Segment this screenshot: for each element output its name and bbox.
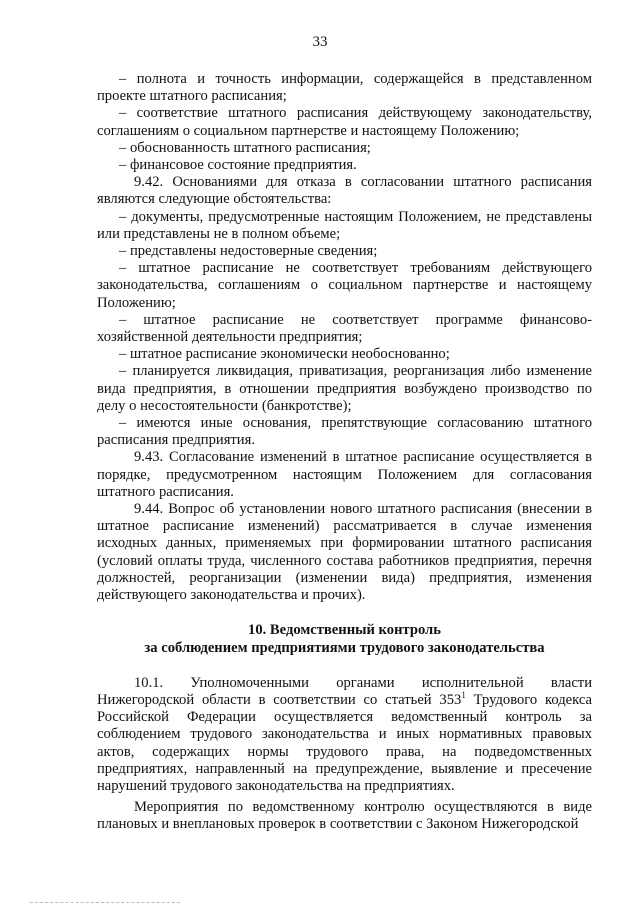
clause-9-42: 9.42. Основаниями для отказа в согласовании штатного расписания являются следующие обстоятельства: xyxy=(97,174,592,208)
section-subheading: за соблюдением предприятиями трудового законодательства xyxy=(144,639,545,656)
section-heading: 10. Ведомственный контроль xyxy=(248,622,441,639)
list-item: – имеются иные основания, препятствующие согласованию штатного расписания предприятия. xyxy=(97,415,592,449)
list-item: – документы, предусмотренные настоящим Положением, не представлены или представлены не в полном объеме; xyxy=(97,208,592,242)
clause-9-44: 9.44. Вопрос об установлении нового штатного расписания (внесении в штатное расписание изменений) рассматривается в случае изменения исходных данных, применяемых при формировании штатного расписания (условий оплаты труда, численного состава работников предприятия, перечня должностей, реорганизации (изменении вида) предприятия, изменения действующего законодательства и прочих). xyxy=(97,501,592,604)
list-item: – соответствие штатного расписания действующему законодательству, соглашениям о социальном партнерстве и настоящему Положению; xyxy=(97,105,592,139)
paragraph-last: Мероприятия по ведомственному контролю осуществляются в виде плановых и внеплановых проверок в соответствии с Законом Нижегородской xyxy=(97,799,592,833)
list-item: – обоснованность штатного расписания; xyxy=(119,139,371,156)
list-item: – штатное расписание экономически необоснованно; xyxy=(119,346,450,363)
list-item: – штатное расписание не соответствует программе финансово-хозяйственной деятельности предприятия; xyxy=(97,311,592,346)
footer-rule xyxy=(30,902,180,903)
list-item: – штатное расписание не соответствует требованиям действующего законодательства, соглашениям о социальном партнерстве и настоящему Положению; xyxy=(97,260,592,311)
page-number: 33 xyxy=(312,34,328,50)
list-item: – представлены недостоверные сведения; xyxy=(119,243,378,260)
list-item: – планируется ликвидация, приватизация, реорганизация либо изменение вида предприятия, в отношении предприятия возбуждено производство по делу о несостоятельности (банкротстве); xyxy=(97,363,592,414)
document-body xyxy=(97,71,592,834)
superscript: 1 xyxy=(461,689,466,700)
clause-10-1 xyxy=(97,675,592,795)
clause-9-43: 9.43. Согласование изменений в штатное расписание осуществляется в порядке, предусмотренном настоящим Положением для согласования штатного расписания. xyxy=(97,449,592,500)
list-item: – финансовое состояние предприятия. xyxy=(119,157,357,174)
clause-10-1-text-cont: Трудового кодекса Российской Федерации осуществляется ведомственный контроль за соблюдением трудового законодательства и иных нормативных правовых актов, содержащих нормы трудового права, на подведомственных предприятиях, направленный на предупреждение, выявление и пресечение нарушений трудового законодательства на предприятиях. xyxy=(97,691,592,794)
list-item: – полнота и точность информации, содержащейся в представленном проекте штатного расписания; xyxy=(97,71,592,105)
clause-10-1-text: 10.1. Уполномоченными органами исполнительной власти Нижегородской области в соответствии со статьей 353 xyxy=(97,674,592,708)
